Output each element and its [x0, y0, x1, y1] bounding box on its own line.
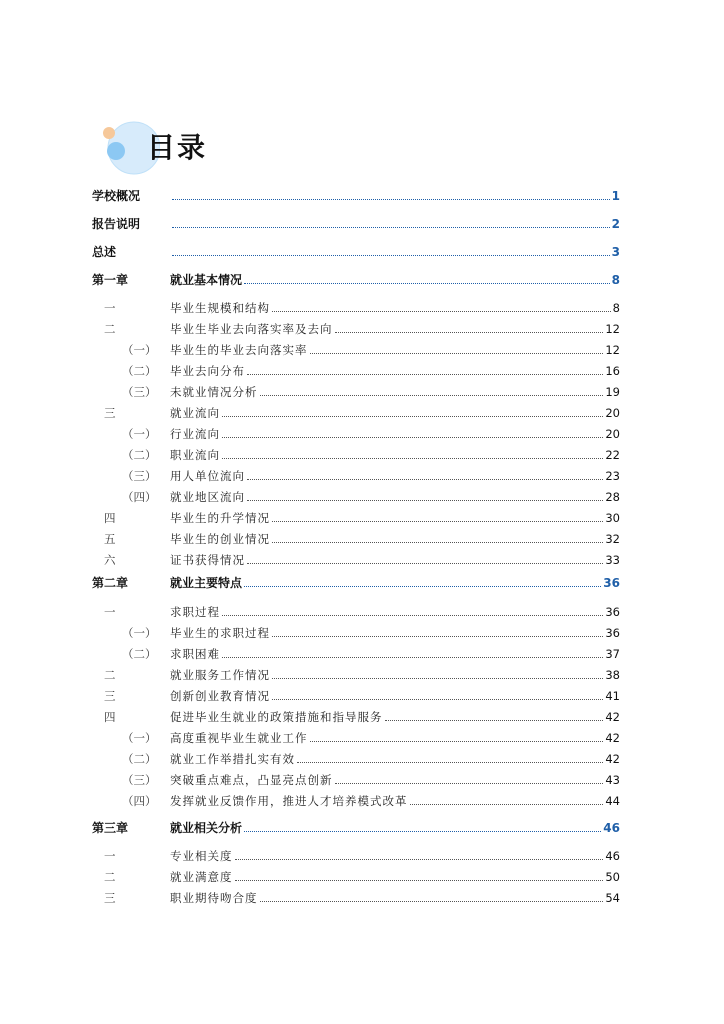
toc-entry[interactable]	[92, 665, 620, 683]
dot-leader	[247, 562, 603, 564]
toc-entry[interactable]	[92, 791, 620, 809]
toc-entry-title: 促进毕业生就业的政策措施和指导服务	[170, 710, 383, 724]
dot-leader	[260, 900, 604, 902]
dot-leader	[272, 677, 603, 679]
toc-entry-number: （四）	[122, 490, 157, 504]
toc-entry-title: 用人单位流向	[170, 469, 245, 483]
toc-entry[interactable]	[92, 361, 620, 379]
toc-page-number: 44	[605, 794, 620, 808]
toc-entry[interactable]	[92, 466, 620, 484]
toc-page-number: 12	[605, 322, 620, 336]
toc-entry-title: 求职困难	[170, 647, 220, 661]
toc-entry[interactable]	[92, 319, 620, 337]
toc-page-number: 36	[603, 576, 620, 590]
toc-entry-number: 二	[104, 668, 116, 682]
dot-leader	[385, 719, 604, 721]
toc-entry-title: 发挥就业反馈作用，推进人才培养模式改革	[170, 794, 408, 808]
toc-entry-title: 就业服务工作情况	[170, 668, 270, 682]
toc-entry-number: （三）	[122, 469, 157, 483]
page-title: 目录	[147, 131, 208, 164]
toc-entry-number: 二	[104, 322, 116, 336]
toc-entry-title: 证书获得情况	[170, 553, 245, 567]
toc-page-number: 50	[605, 870, 620, 884]
dot-leader	[272, 541, 603, 543]
toc-entry[interactable]	[92, 573, 620, 591]
toc-entry[interactable]	[92, 749, 620, 767]
toc-entry[interactable]	[92, 770, 620, 788]
dot-leader	[247, 478, 603, 480]
toc-page-number: 8	[612, 301, 620, 315]
toc-entry[interactable]	[92, 508, 620, 526]
toc-entry-number: 第二章	[92, 576, 129, 590]
toc-entry-title: 就业满意度	[170, 870, 233, 884]
dot-leader	[172, 198, 610, 200]
toc-page-number: 37	[605, 647, 620, 661]
toc-entry-number: （三）	[122, 385, 157, 399]
toc-entry[interactable]	[92, 487, 620, 505]
dot-leader	[222, 614, 603, 616]
toc-entry-title: 就业基本情况	[170, 273, 243, 287]
toc-entry-title: 就业流向	[170, 406, 220, 420]
toc-page-number: 42	[605, 731, 620, 745]
toc-entry-number: 一	[104, 849, 116, 863]
toc-entry-number: （二）	[122, 364, 157, 378]
toc-page-number: 46	[603, 821, 620, 835]
toc-page-number: 12	[605, 343, 620, 357]
toc-entry-number: 学校概况	[92, 189, 141, 203]
toc-entry[interactable]	[92, 707, 620, 725]
toc-entry-title: 毕业生毕业去向落实率及去向	[170, 322, 333, 336]
dot-leader	[247, 499, 603, 501]
toc-page-number: 20	[605, 406, 620, 420]
toc-page-number: 3	[611, 245, 620, 259]
toc-entry-title: 毕业生的创业情况	[170, 532, 270, 546]
dot-leader	[272, 310, 611, 312]
toc-entry-title: 毕业去向分布	[170, 364, 245, 378]
toc-page-number: 36	[605, 605, 620, 619]
toc-page-number: 38	[605, 668, 620, 682]
toc-entry-title: 求职过程	[170, 605, 220, 619]
toc-entry-number: 四	[104, 511, 116, 525]
toc-page-number: 22	[605, 448, 620, 462]
dot-leader	[335, 782, 604, 784]
toc-entry[interactable]	[92, 242, 620, 260]
toc-entry[interactable]	[92, 382, 620, 400]
toc-page-number: 23	[605, 469, 620, 483]
toc-entry-title: 毕业生的毕业去向落实率	[170, 343, 308, 357]
dot-leader	[235, 858, 604, 860]
toc-entry-number: 六	[104, 553, 116, 567]
toc-page-number: 32	[605, 532, 620, 546]
toc-page-number: 2	[611, 217, 620, 231]
toc-entry-number: 第一章	[92, 273, 129, 287]
dot-leader	[272, 520, 603, 522]
toc-entry[interactable]	[92, 602, 620, 620]
toc-entry-number: 三	[104, 891, 116, 905]
toc-entry-title: 毕业生的求职过程	[170, 626, 270, 640]
toc-entry-number: 第三章	[92, 821, 129, 835]
toc-entry[interactable]	[92, 623, 620, 641]
toc-entry[interactable]	[92, 214, 620, 232]
toc-entry-number: （四）	[122, 794, 157, 808]
dot-leader	[244, 282, 610, 284]
toc-entry[interactable]	[92, 888, 620, 906]
toc-entry-title: 行业流向	[170, 427, 220, 441]
toc-entry[interactable]	[92, 403, 620, 421]
toc-entry[interactable]	[92, 686, 620, 704]
toc-entry-title: 创新创业教育情况	[170, 689, 270, 703]
toc-page-number: 42	[605, 752, 620, 766]
toc-entry[interactable]	[92, 550, 620, 568]
toc-entry-title: 就业主要特点	[170, 576, 243, 590]
toc-entry[interactable]	[92, 728, 620, 746]
toc-entry-number: （一）	[122, 343, 157, 357]
toc-entry-number: （二）	[122, 448, 157, 462]
toc-page-number: 46	[605, 849, 620, 863]
dot-leader	[172, 226, 610, 228]
toc-entry-title: 突破重点难点，凸显亮点创新	[170, 773, 333, 787]
toc-page-number: 54	[605, 891, 620, 905]
toc-entry[interactable]	[92, 818, 620, 836]
toc-page-number: 41	[605, 689, 620, 703]
dot-leader	[272, 635, 603, 637]
toc-entry[interactable]	[92, 270, 620, 288]
dot-leader	[410, 803, 604, 805]
dot-leader	[272, 698, 603, 700]
toc-page-number: 8	[611, 273, 620, 287]
toc-page-number: 30	[605, 511, 620, 525]
toc-entry-number: 一	[104, 605, 116, 619]
toc-entry-number: 二	[104, 870, 116, 884]
toc-entry-title: 就业工作举措扎实有效	[170, 752, 295, 766]
toc-entry[interactable]	[92, 340, 620, 358]
toc-page-number: 16	[605, 364, 620, 378]
toc-entry[interactable]	[92, 644, 620, 662]
toc-entry[interactable]	[92, 424, 620, 442]
dot-leader	[244, 585, 601, 587]
toc-entry[interactable]	[92, 445, 620, 463]
dot-leader	[244, 830, 601, 832]
toc-page-number: 36	[605, 626, 620, 640]
dot-leader	[222, 415, 603, 417]
dot-leader	[310, 740, 604, 742]
toc-entry-title: 就业相关分析	[170, 821, 243, 835]
toc-page-number: 1	[611, 189, 620, 203]
toc-entry-number: （一）	[122, 731, 157, 745]
toc-entry[interactable]	[92, 867, 620, 885]
toc-entry-number: 三	[104, 689, 116, 703]
dot-leader	[172, 254, 610, 256]
toc-entry-number: 四	[104, 710, 116, 724]
toc-page-number: 28	[605, 490, 620, 504]
toc-entry[interactable]	[92, 186, 620, 204]
toc-page-number: 42	[605, 710, 620, 724]
toc-entry-number: 一	[104, 301, 116, 315]
toc-entry-title: 未就业情况分析	[170, 385, 258, 399]
toc-entry-title: 职业期待吻合度	[170, 891, 258, 905]
toc-entry-title: 职业流向	[170, 448, 220, 462]
toc-page-number: 33	[605, 553, 620, 567]
dot-leader	[260, 394, 604, 396]
dot-leader	[335, 331, 604, 333]
toc-entry[interactable]	[92, 298, 620, 316]
toc-entry-title: 就业地区流向	[170, 490, 245, 504]
dot-leader	[222, 436, 603, 438]
toc-entry-title: 高度重视毕业生就业工作	[170, 731, 308, 745]
toc-entry[interactable]	[92, 529, 620, 547]
toc-entry-number: 报告说明	[92, 217, 141, 231]
toc-page-number: 43	[605, 773, 620, 787]
toc-entry-title: 毕业生的升学情况	[170, 511, 270, 525]
toc-entry-number: （三）	[122, 773, 157, 787]
dot-leader	[222, 656, 603, 658]
toc-entry-number: 总述	[92, 245, 117, 259]
dot-leader	[247, 373, 603, 375]
toc-page-number: 20	[605, 427, 620, 441]
toc-entry[interactable]	[92, 846, 620, 864]
toc-entry-number: （一）	[122, 427, 157, 441]
dot-leader	[297, 761, 603, 763]
toc-entry-title: 毕业生规模和结构	[170, 301, 270, 315]
toc-entry-number: （一）	[122, 626, 157, 640]
toc-entry-number: 五	[104, 532, 116, 546]
dot-leader	[235, 879, 604, 881]
toc-entry-number: （二）	[122, 752, 157, 766]
dot-leader	[310, 352, 604, 354]
toc-entry-number: 三	[104, 406, 116, 420]
toc-entry-title: 专业相关度	[170, 849, 233, 863]
toc-entry-number: （二）	[122, 647, 157, 661]
dot-leader	[222, 457, 603, 459]
toc-page-number: 19	[605, 385, 620, 399]
